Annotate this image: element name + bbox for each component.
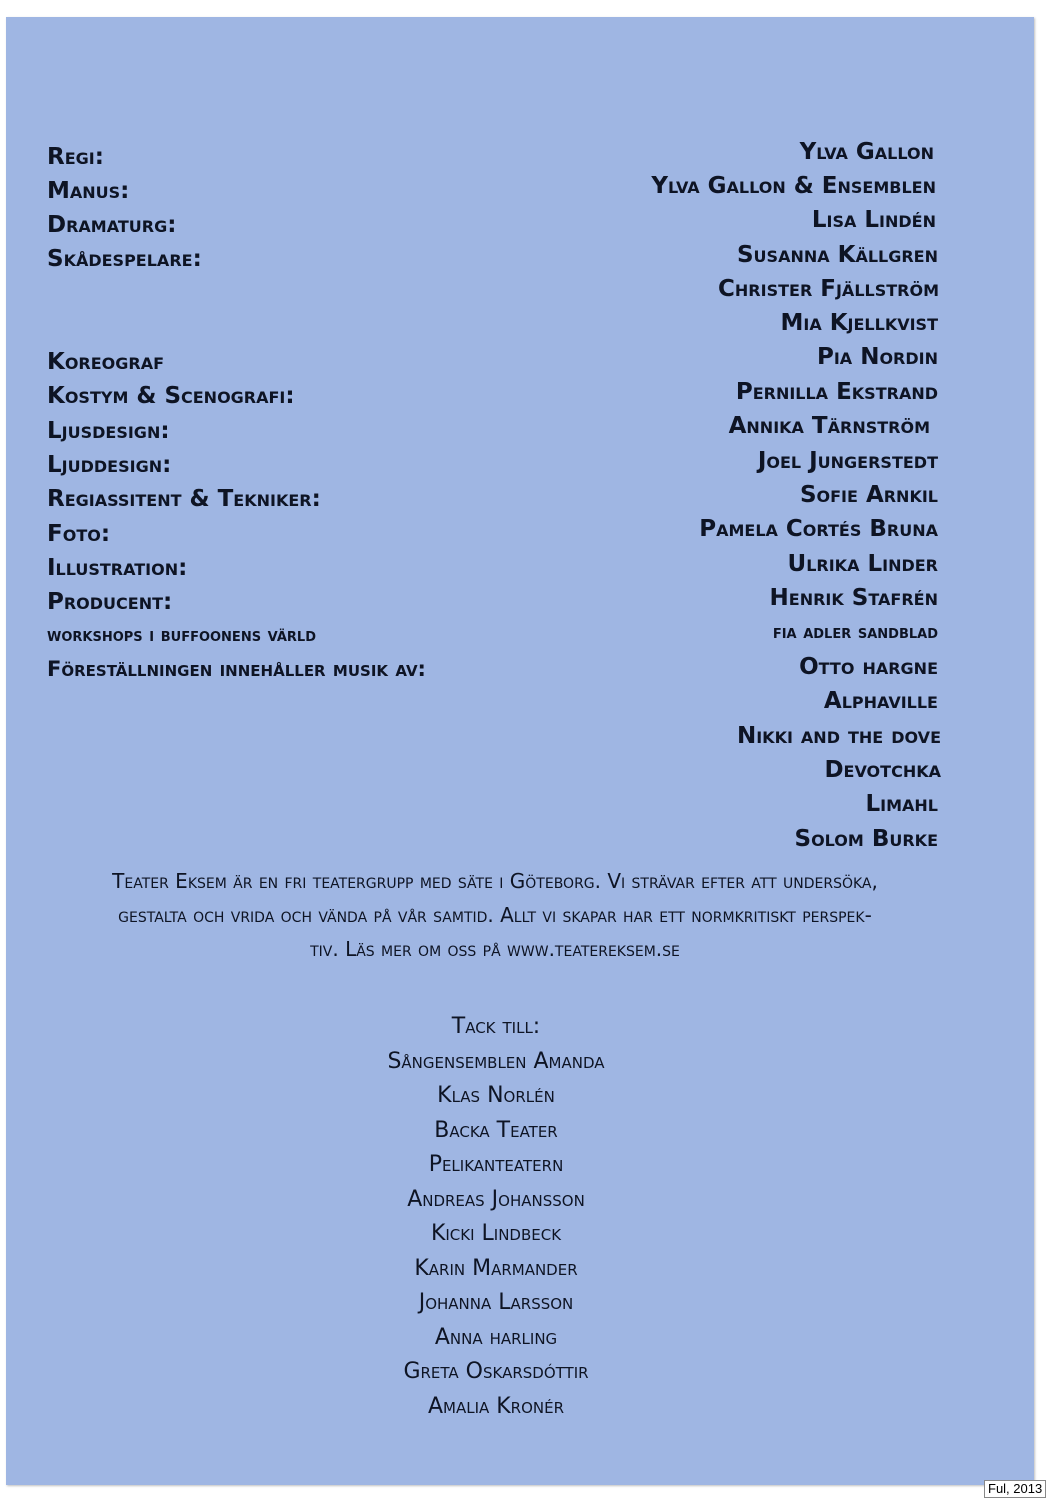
- credit-label-kostym-scenografi: Kostym & Scenografi:: [47, 383, 295, 409]
- credit-value-producent: Henrik Stafrén: [769, 585, 938, 611]
- thanks-item: Karin Marmander: [414, 1256, 578, 1281]
- source-stamp: Ful, 2013: [984, 1480, 1046, 1498]
- credit-value-ljusdesign: Annika Tärnström: [728, 413, 930, 439]
- credit-label-dramaturg: Dramaturg:: [47, 212, 177, 238]
- about-line-1: Teater Eksem är en fri teatergrupp med säte i Göteborg. Vi strävar efter att undersöka,: [112, 869, 878, 893]
- credit-label-musik: Föreställningen innehåller musik av:: [47, 657, 426, 681]
- credit-value-workshops: fia adler sandblad: [772, 621, 938, 643]
- credit-label-manus: Manus:: [47, 178, 130, 204]
- credit-label-foto: Foto:: [47, 521, 111, 547]
- credit-value-music-3: Nikki and the dove: [736, 723, 941, 749]
- credit-value-manus: Ylva Gallon & Ensemblen: [651, 173, 936, 199]
- credit-value-regiassistent: Sofie Arnkil: [799, 482, 938, 508]
- credit-value-music-6: Solom Burke: [794, 826, 938, 852]
- credit-value-music-5: Limahl: [865, 791, 938, 817]
- credit-value-kostym-scenografi: Pernilla Ekstrand: [735, 379, 938, 405]
- thanks-item: Sångensemblen Amanda: [387, 1049, 605, 1074]
- credit-label-koreograf: Koreograf: [47, 349, 165, 375]
- credit-label-producent: Producent:: [47, 589, 173, 615]
- thanks-item: Anna harling: [434, 1325, 558, 1350]
- thanks-item: Kicki Lindbeck: [430, 1221, 562, 1246]
- credit-value-music-2: Alphaville: [823, 688, 938, 714]
- thanks-item: Andreas Johansson: [407, 1187, 585, 1212]
- credit-label-regiassistent: Regiassitent & Tekniker:: [47, 486, 321, 512]
- credit-value-illustration: Ulrika Linder: [787, 551, 938, 577]
- credit-value-foto: Pamela Cortés Bruna: [699, 516, 938, 542]
- credit-label-ljusdesign: Ljusdesign:: [47, 418, 170, 444]
- credit-value-dramaturg: Lisa Lindén: [811, 207, 936, 233]
- credit-label-skadespelare: Skådespelare:: [47, 246, 202, 272]
- credit-value-music-1: Otto hargne: [799, 654, 938, 680]
- about-line-3: tiv. Läs mer om oss på www.teatereksem.se: [310, 937, 680, 961]
- thanks-item: Klas Norlén: [437, 1083, 555, 1108]
- credit-value-actor-1: Susanna Källgren: [736, 242, 938, 268]
- thanks-item: Backa Teater: [434, 1118, 558, 1143]
- thanks-item: Greta Oskarsdóttir: [403, 1359, 589, 1384]
- about-line-2: gestalta och vrida och vända på vår samtid. Allt vi skapar har ett normkritiskt perspek-: [118, 903, 872, 927]
- credit-value-regi: Ylva Gallon: [799, 139, 934, 165]
- thanks-item: Amalia Kronér: [427, 1394, 565, 1419]
- thanks-item: Pelikanteatern: [428, 1152, 564, 1177]
- credit-label-illustration: Illustration:: [47, 555, 188, 581]
- credit-label-workshops: workshops i buffoonens värld: [47, 624, 316, 646]
- thanks-item: Johanna Larsson: [418, 1290, 574, 1315]
- credit-value-actor-2: Christer Fjällström: [718, 276, 939, 302]
- credit-label-regi: Regi:: [47, 144, 104, 170]
- thanks-title: Tack till:: [451, 1014, 541, 1039]
- credit-value-music-4: Devotchka: [824, 757, 941, 783]
- credit-label-ljuddesign: Ljuddesign:: [47, 452, 172, 478]
- credit-value-ljuddesign: Joel Jungerstedt: [757, 448, 938, 474]
- credit-value-koreograf: Pia Nordin: [817, 344, 938, 370]
- credit-value-actor-3: Mia Kjellkvist: [780, 310, 938, 336]
